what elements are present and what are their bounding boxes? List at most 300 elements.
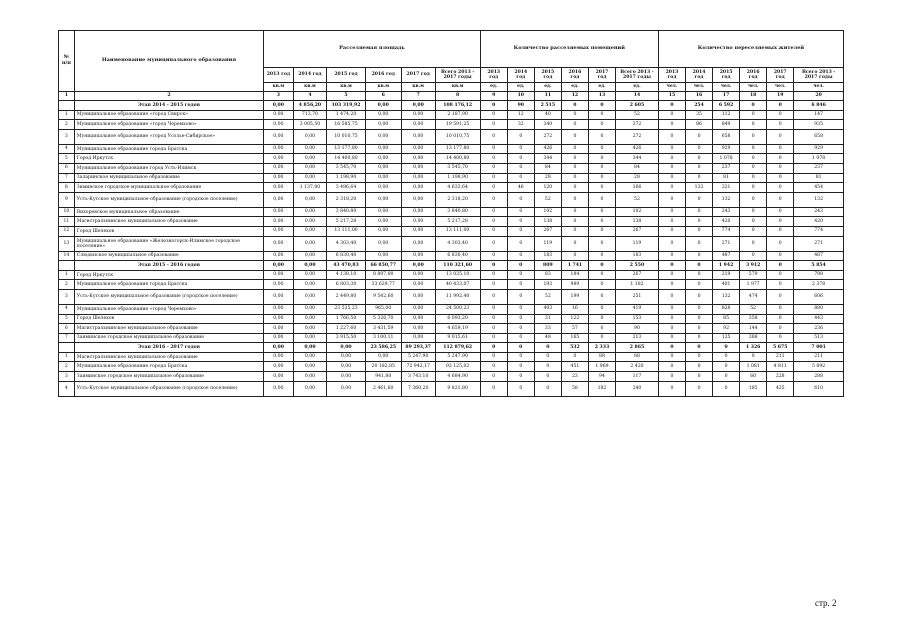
rooms-value: 1 969 [588, 362, 615, 372]
stage-total-row [59, 343, 844, 353]
area-value: 0,00 [293, 192, 327, 207]
rooms-value: 0 [561, 192, 588, 207]
rooms-value: 0 [507, 343, 534, 353]
rooms-value: 403 [534, 304, 561, 314]
residents-value: 0 [767, 129, 794, 144]
residents-value: 0 [686, 154, 713, 164]
area-value: 0,00 [293, 261, 327, 271]
area-value: 13 177,80 [435, 144, 480, 154]
area-value: 0,00 [264, 173, 293, 183]
area-value: 0,00 [264, 352, 293, 362]
area-value: 0,00 [264, 280, 293, 290]
rooms-value: 0 [588, 173, 615, 183]
rooms-value: 0 [588, 217, 615, 227]
area-value: 0,00 [293, 270, 327, 280]
stage-total-row [59, 261, 844, 271]
rooms-value: 340 [534, 120, 561, 130]
area-value: 16 585,75 [327, 120, 365, 130]
area-value: 6 830,40 [327, 251, 365, 261]
residents-value: 0 [767, 236, 794, 251]
area-value: 0,00 [264, 183, 293, 193]
row-number: 6 [59, 324, 75, 334]
residents-value: 132 [713, 192, 740, 207]
area-value: 1 227,60 [327, 324, 365, 334]
rooms-value: 0 [561, 154, 588, 164]
column-number: 16 [686, 92, 713, 101]
area-value: 108 176,12 [435, 101, 480, 111]
header-year: 2014 год [686, 68, 713, 83]
residents-value: 0 [767, 192, 794, 207]
residents-value: 0 [686, 314, 713, 324]
area-value: 4 633,64 [435, 183, 480, 193]
row-number: 1 [59, 270, 75, 280]
rooms-value: 0 [588, 304, 615, 314]
area-value: 0,00 [365, 101, 401, 111]
table-row [59, 110, 844, 120]
rooms-value: 0 [480, 381, 507, 396]
residents-value: 0 [740, 101, 767, 111]
municipality-name: Город Иркутск [74, 270, 263, 280]
residents-value: 0 [658, 280, 685, 290]
area-value: 0,00 [293, 163, 327, 173]
rooms-value: 122 [561, 314, 588, 324]
header-unit: чел. [767, 83, 794, 92]
area-value: 0,00 [293, 304, 327, 314]
rooms-value: 120 [534, 183, 561, 193]
area-value: 0,00 [401, 144, 435, 154]
stage-name: Этап 2016 - 2017 годов [74, 343, 263, 353]
table-row [59, 251, 844, 261]
area-value: 0,00 [365, 207, 401, 217]
rooms-value: 2 333 [588, 343, 615, 353]
area-value: 93 125,02 [435, 362, 480, 372]
area-value: 3 431,59 [365, 324, 401, 334]
header-unit: чел. [658, 83, 685, 92]
residents-value: 0 [658, 217, 685, 227]
residents-value: 243 [794, 207, 844, 217]
area-value: 3 100,11 [365, 333, 401, 343]
residents-value: 0 [767, 163, 794, 173]
header-unit: кв.м [327, 83, 365, 92]
residents-value: 0 [658, 207, 685, 217]
rooms-value: 183 [534, 251, 561, 261]
residents-value: 254 [686, 101, 713, 111]
row-number: 5 [59, 314, 75, 324]
area-value: 0,00 [264, 314, 293, 324]
header-year: 2014 год [293, 68, 327, 83]
area-value: 0,00 [264, 251, 293, 261]
residents-value: 358 [740, 314, 767, 324]
residents-value: 0 [740, 154, 767, 164]
area-value: 0,00 [264, 343, 293, 353]
residents-value: 0 [686, 163, 713, 173]
residents-value: 147 [794, 110, 844, 120]
residents-value: 2 378 [794, 280, 844, 290]
column-number: 4 [293, 92, 327, 101]
residents-value: 0 [658, 154, 685, 164]
residents-value: 0 [767, 289, 794, 304]
area-value: 20 182,85 [365, 362, 401, 372]
header-unit: ед. [507, 83, 534, 92]
residents-value: 658 [794, 129, 844, 144]
header-year: 2017 год [401, 68, 435, 83]
header-unit: ед. [534, 83, 561, 92]
area-value: 0,00 [264, 304, 293, 314]
area-value: 0,00 [264, 207, 293, 217]
area-value: 0,00 [293, 352, 327, 362]
area-value: 0,00 [401, 314, 435, 324]
rooms-value: 0 [480, 236, 507, 251]
column-number: 6 [365, 92, 401, 101]
residents-value: 880 [794, 304, 844, 314]
table-row [59, 352, 844, 362]
area-value: 0,00 [401, 192, 435, 207]
stage-name: Этап 2014 - 2015 годов [74, 101, 263, 111]
residents-value: 0 [658, 163, 685, 173]
row-number: 6 [59, 163, 75, 173]
area-value: 0,00 [264, 217, 293, 227]
municipality-name: Вихоревское муниципальное образование [74, 207, 263, 217]
header-unit: кв.м [401, 83, 435, 92]
rooms-value: 102 [534, 207, 561, 217]
residents-value: 0 [740, 110, 767, 120]
rooms-value: 0 [507, 289, 534, 304]
rooms-value: 0 [507, 314, 534, 324]
residents-value: 0 [740, 226, 767, 236]
residents-value: 0 [740, 352, 767, 362]
rooms-value: 94 [588, 372, 615, 382]
area-value: 0,00 [365, 192, 401, 207]
area-value: 13 177,80 [327, 144, 365, 154]
residents-value: 0 [658, 226, 685, 236]
rooms-value: 16 [561, 304, 588, 314]
rooms-value: 0 [534, 381, 561, 396]
residents-value: 0 [658, 343, 685, 353]
rooms-value: 0 [480, 207, 507, 217]
residents-value: 487 [794, 251, 844, 261]
residents-value: 0 [658, 261, 685, 271]
rooms-value: 0 [561, 183, 588, 193]
rooms-value: 138 [534, 217, 561, 227]
row-number: 7 [59, 173, 75, 183]
residents-value: 0 [740, 163, 767, 173]
area-value: 0,00 [293, 314, 327, 324]
area-value: 5 247,90 [435, 352, 480, 362]
residents-value: 935 [794, 120, 844, 130]
residents-value: 0 [686, 192, 713, 207]
rooms-value: 0 [507, 236, 534, 251]
row-number: 2 [59, 120, 75, 130]
area-value: 3 545,70 [327, 163, 365, 173]
row-number: 2 [59, 362, 75, 372]
rooms-value: 372 [616, 120, 659, 130]
rooms-value: 0 [480, 270, 507, 280]
rooms-value: 0 [480, 154, 507, 164]
residents-value: 0 [767, 173, 794, 183]
area-value: 0,00 [365, 163, 401, 173]
residents-value: 86 [686, 120, 713, 130]
header-unit: чел. [740, 83, 767, 92]
column-number: 11 [534, 92, 561, 101]
area-value: 9 015,61 [435, 333, 480, 343]
area-value: 2 461,60 [365, 381, 401, 396]
table-row [59, 173, 844, 183]
table-row [59, 192, 844, 207]
rooms-value: 0 [507, 173, 534, 183]
rooms-value: 0 [480, 110, 507, 120]
header-unit: кв.м [264, 83, 293, 92]
residents-value: 425 [767, 381, 794, 396]
area-value: 0,00 [293, 144, 327, 154]
column-number: 3 [264, 92, 293, 101]
rooms-value: 0 [588, 183, 615, 193]
residents-value: 0 [767, 324, 794, 334]
row-number: 10 [59, 207, 75, 217]
area-value: 0,00 [264, 270, 293, 280]
residents-value: 6 846 [794, 101, 844, 111]
municipality-name: Усть-Кутское муниципальное образование (городское поселение) [74, 381, 263, 396]
row-number: 3 [59, 372, 75, 382]
resettlement-table [58, 30, 844, 397]
header-unit: ед. [480, 83, 507, 92]
residents-value: 0 [686, 333, 713, 343]
rooms-value: 0 [480, 314, 507, 324]
residents-value: 0 [740, 120, 767, 130]
municipality-name: Усть-Кутское муниципальное образование (городское поселение) [74, 192, 263, 207]
residents-value: 0 [767, 110, 794, 120]
column-number: 19 [767, 92, 794, 101]
rooms-value: 166 [616, 183, 659, 193]
row-number: 9 [59, 192, 75, 207]
residents-value: 0 [767, 183, 794, 193]
rooms-value: 0 [588, 280, 615, 290]
rooms-value: 0 [588, 101, 615, 111]
municipality-name: Муниципальное образование «Железногорск-Илимское городское поселение» [74, 236, 263, 251]
area-value: 0,00 [401, 101, 435, 111]
rooms-value: 344 [534, 154, 561, 164]
rooms-value: 0 [507, 261, 534, 271]
table-row [59, 217, 844, 227]
row-number: 1 [59, 110, 75, 120]
municipality-name: Слюдянское муниципальное образование [74, 251, 263, 261]
column-number: 5 [327, 92, 365, 101]
rooms-value: 1 182 [616, 280, 659, 290]
rooms-value: 0 [588, 236, 615, 251]
area-value: 0,00 [264, 120, 293, 130]
rooms-value: 0 [480, 251, 507, 261]
rooms-value: 0 [507, 144, 534, 154]
area-value: 13 035,10 [435, 270, 480, 280]
rooms-value: 31 [534, 314, 561, 324]
rooms-value: 426 [534, 144, 561, 154]
area-value: 0,00 [401, 280, 435, 290]
residents-value: 3 912 [740, 261, 767, 271]
residents-value: 81 [794, 173, 844, 183]
residents-value: 125 [713, 333, 740, 343]
rooms-value: 989 [561, 280, 588, 290]
residents-value: 1 081 [740, 362, 767, 372]
residents-value: 0 [767, 154, 794, 164]
residents-value: 0 [767, 207, 794, 217]
residents-value: 0 [686, 144, 713, 154]
rooms-value: 0 [480, 101, 507, 111]
area-value: 2 318,20 [435, 192, 480, 207]
rooms-value: 0 [561, 129, 588, 144]
table-row [59, 120, 844, 130]
area-value: 0,00 [327, 372, 365, 382]
area-value: 3 545,70 [435, 163, 480, 173]
rooms-value: 0 [507, 372, 534, 382]
header-name: Наименование муниципального образования [74, 31, 263, 92]
rooms-value: 0 [480, 362, 507, 372]
area-value: 1 137,00 [293, 183, 327, 193]
area-value: 40 433,07 [435, 280, 480, 290]
area-value: 0,00 [401, 270, 435, 280]
rooms-value: 0 [507, 207, 534, 217]
header-unit: ед. [561, 83, 588, 92]
header-residents: Количество переселяемых жителей [658, 31, 843, 68]
residents-value: 0 [713, 362, 740, 372]
rooms-value: 0 [507, 280, 534, 290]
rooms-value: 0 [480, 289, 507, 304]
rooms-value: 272 [616, 129, 659, 144]
residents-value: 0 [767, 251, 794, 261]
residents-value: 228 [767, 372, 794, 382]
rooms-value: 267 [616, 270, 659, 280]
area-value: 0,00 [401, 154, 435, 164]
residents-value: 798 [794, 270, 844, 280]
table-row [59, 129, 844, 144]
area-value: 0,00 [293, 289, 327, 304]
header-rooms: Количество расселяемых помещений [480, 31, 658, 68]
header-year: 2015 год [534, 68, 561, 83]
rooms-value: 193 [534, 280, 561, 290]
header-year: Всего 2013 - 2017 годы [435, 68, 480, 83]
residents-value: 0 [767, 280, 794, 290]
residents-value: 0 [658, 183, 685, 193]
area-value: 0,00 [401, 217, 435, 227]
residents-value: 4 811 [767, 362, 794, 372]
table-row [59, 236, 844, 251]
municipality-name: Муниципальное образование город Усть-Илимск [74, 163, 263, 173]
area-value: 19 591,25 [435, 120, 480, 130]
rooms-value: 240 [616, 381, 659, 396]
rooms-value: 0 [480, 129, 507, 144]
residents-value: 0 [740, 236, 767, 251]
area-value: 0,00 [293, 381, 327, 396]
rooms-value: 182 [588, 381, 615, 396]
rooms-value: 0 [588, 163, 615, 173]
area-value: 0,00 [293, 343, 327, 353]
area-value: 11 992,40 [435, 289, 480, 304]
area-value: 3 743,10 [401, 372, 435, 382]
rooms-value: 23 [561, 372, 588, 382]
area-value: 3 496,64 [327, 183, 365, 193]
table-row [59, 314, 844, 324]
residents-value: 0 [686, 217, 713, 227]
rooms-value: 0 [507, 251, 534, 261]
municipality-name: Муниципальное образование «город Усолье-Сибирское» [74, 129, 263, 144]
residents-value: 112 [713, 110, 740, 120]
header-unit: ед. [588, 83, 615, 92]
residents-value: 85 [713, 314, 740, 324]
area-value: 23 535,23 [327, 304, 365, 314]
residents-value: 0 [686, 270, 713, 280]
residents-value: 219 [713, 270, 740, 280]
stage-total-row [59, 101, 844, 111]
rooms-value: 28 [534, 173, 561, 183]
area-value: 0,00 [365, 129, 401, 144]
area-value: 24 500,23 [435, 304, 480, 314]
table-row [59, 270, 844, 280]
table-row [59, 154, 844, 164]
rooms-value: 28 [616, 173, 659, 183]
rooms-value: 426 [616, 144, 659, 154]
residents-value: 132 [794, 192, 844, 207]
rooms-value: 0 [588, 324, 615, 334]
municipality-name: Муниципальное образование «город Черемхово» [74, 120, 263, 130]
residents-value: 0 [740, 251, 767, 261]
residents-value: 0 [658, 270, 685, 280]
residents-value: 513 [794, 333, 844, 343]
municipality-name: Заиминское городское муниципальное образование [74, 333, 263, 343]
residents-value: 610 [794, 381, 844, 396]
column-number: 17 [713, 92, 740, 101]
residents-value: 7 001 [794, 343, 844, 353]
residents-value: 60 [740, 372, 767, 382]
row-number: 12 [59, 226, 75, 236]
rooms-value: 153 [616, 314, 659, 324]
residents-value: 0 [658, 324, 685, 334]
area-value: 1 198,90 [435, 173, 480, 183]
area-value: 4 659,19 [435, 324, 480, 334]
column-number: 20 [794, 92, 844, 101]
area-value: 0,00 [365, 251, 401, 261]
area-value: 0,00 [264, 372, 293, 382]
area-value: 0,00 [293, 251, 327, 261]
residents-value: 0 [658, 236, 685, 251]
rooms-value: 0 [588, 144, 615, 154]
area-value: 0,00 [264, 101, 293, 111]
rooms-value: 199 [561, 289, 588, 304]
header-unit: кв.м [293, 83, 327, 92]
municipality-name: Зиминское городское муниципальное образование [74, 183, 263, 193]
area-value: 13 111,00 [327, 226, 365, 236]
row-number: 4 [59, 304, 75, 314]
area-value: 0,00 [365, 144, 401, 154]
rooms-value: 32 [507, 120, 534, 130]
area-value: 0,00 [264, 144, 293, 154]
area-value: 0,00 [264, 261, 293, 271]
residents-value: 5 892 [794, 362, 844, 372]
area-value: 0,00 [365, 173, 401, 183]
row-number: 3 [59, 129, 75, 144]
residents-value: 1 977 [740, 280, 767, 290]
residents-value: 0 [767, 333, 794, 343]
area-value: 0,00 [365, 217, 401, 227]
rooms-value: 0 [534, 362, 561, 372]
area-value: 0,00 [365, 226, 401, 236]
residents-value: 0 [686, 129, 713, 144]
rooms-value: 0 [561, 251, 588, 261]
area-value: 0,00 [264, 129, 293, 144]
rooms-value: 0 [480, 352, 507, 362]
residents-value: 0 [686, 324, 713, 334]
residents-value: 0 [767, 261, 794, 271]
column-number: 8 [435, 92, 480, 101]
area-value: 0,00 [401, 261, 435, 271]
header-year: 2013 год [658, 68, 685, 83]
